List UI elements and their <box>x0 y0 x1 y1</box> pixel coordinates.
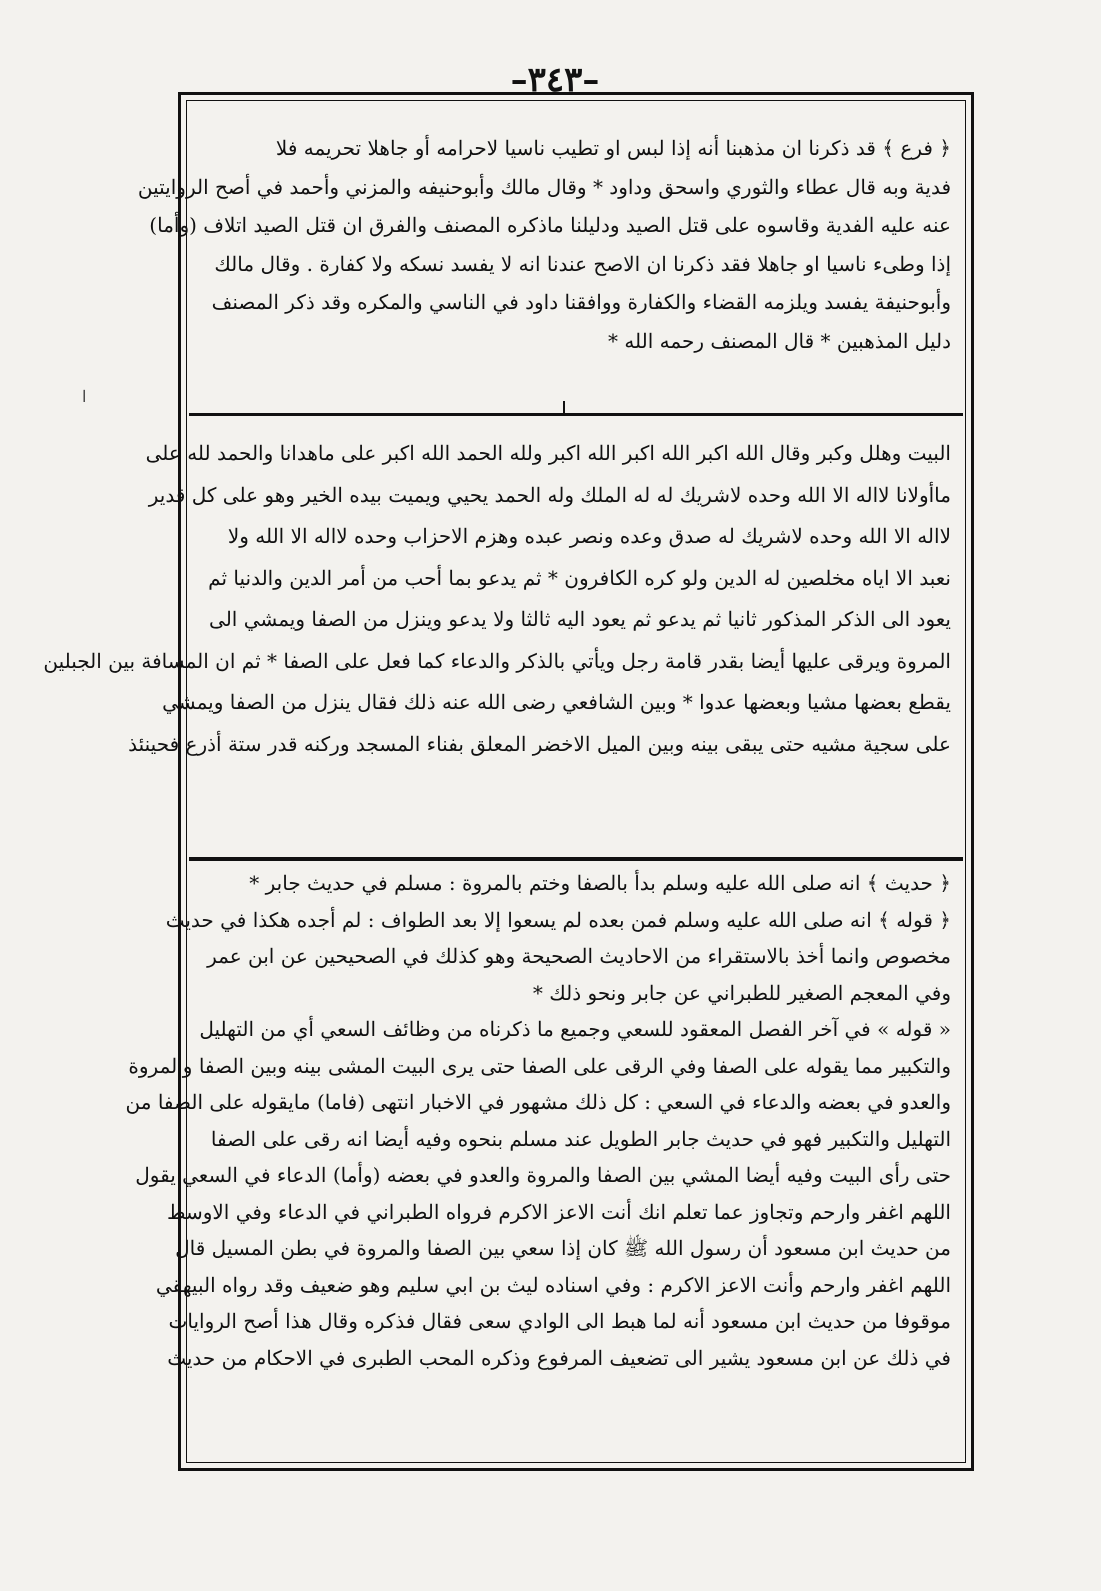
text-line: التهليل والتكبير فهو في حديث جابر الطويل عند مسلم بنحوه وفيه أيضا انه رقى على الصفا <box>210 1126 951 1151</box>
text-line: اللهم اغفر وارحم وتجاوز عما تعلم انك أنت الاعز الاكرم فرواه الطبراني في الدعاء وفي الاوسط <box>166 1199 951 1224</box>
section-fiqh-branch <box>137 129 951 399</box>
text-line: دليل المذهبين * قال المصنف رحمه الله * <box>607 328 951 353</box>
divider-ornament <box>563 401 565 413</box>
section-main-text <box>43 433 951 853</box>
text-line: من حديث ابن مسعود أن رسول الله ﷺ كان إذا سعي بين الصفا والمروة في بطن المسيل قال <box>175 1236 951 1260</box>
text-line: نعبد الا اياه مخلصين له الدين ولو كره الكافرون * ثم يدعو بما أحب من أمر الدين والدنيا ثم <box>208 565 951 590</box>
text-line: مخصوص وانما أخذ بالاستقراء من الاحاديث الصحيحة وهو كذلك في الصحيحين عن ابن عمر <box>207 944 951 968</box>
text-line: ﴿ فرع ﴾ قد ذكرنا ان مذهبنا أنه إذا لبس او تطيب ناسيا لاحرامه أو جاهلا تحريمه فلا <box>275 136 951 160</box>
text-line: وفي المعجم الصغير للطبراني عن جابر ونحو ذلك * <box>532 980 951 1005</box>
text-line: ﴿ قوله ﴾ انه صلى الله عليه وسلم فمن بعده لم يسعوا إلا بعد الطواف : لم أجده هكذا في حديث <box>165 907 951 932</box>
text-line: المروة ويرقى عليها أيضا بقدر قامة رجل ويأتي بالذكر والدعاء كما فعل على الصفا * ثم ان المسافة بين الجبلين <box>43 648 951 673</box>
text-line: وأبوحنيفة يفسد ويلزمه القضاء والكفارة ووافقنا داود في الناسي والمكره وقد ذكر المصنف <box>211 290 951 314</box>
section-divider <box>189 857 963 861</box>
section-divider <box>189 413 963 416</box>
section-commentary <box>125 865 951 1465</box>
text-line: يقطع بعضها مشيا وبعضها عدوا * وبين الشافعي رضى الله عنه ذلك فقال ينزل من الصفا ويمشي <box>162 690 951 714</box>
text-line: البيت وهلل وكبر وقال الله اكبر الله اكبر الله اكبر ولله الحمد الله اكبر على ماهدانا والحمد لله على <box>145 441 951 465</box>
text-line: إذا وطىء ناسيا او جاهلا فقد ذكرنا ان الاصح عندنا انه لا يفسد نسكه ولا كفارة . وقال مالك <box>214 251 951 276</box>
text-frame <box>43 92 974 1471</box>
text-line: على سجية مشيه حتى يبقى بينه وبين الميل الاخضر المعلق بفناء المسجد وركنه قدر ستة أذرع فحينئذ <box>128 731 951 756</box>
text-line: حتى رأى البيت وفيه أيضا المشي بين الصفا والمروة والعدو في بعضه (وأما) الدعاء في السعي يقول <box>135 1163 951 1187</box>
text-line: موقوفا من حديث ابن مسعود أنه لما هبط الى الوادي سعى فقال فذكره وقال هذا أصح الروايات <box>168 1309 951 1333</box>
text-line: فدية وبه قال عطاء والثوري واسحق وداود * وقال مالك وأبوحنيفه والمزني وأحمد في أصح الروايتين <box>137 174 951 199</box>
text-line: عنه عليه الفدية وقاسوه على قتل الصيد ودليلنا ماذكره المصنف والفرق ان قتل الصيد اتلاف (وأما) <box>149 213 951 237</box>
text-line: لااله الا الله وحده لاشريك له صدق وعده ونصر عبده وهزم الاحزاب وحده لااله الا الله ولا <box>227 524 951 548</box>
text-line: اللهم اغفر وارحم وأنت الاعز الاكرم : وفي اسناده ليث بن ابي سليم وهو ضعيف وقد رواه البيهقي <box>155 1272 951 1297</box>
text-line: « قوله » في آخر الفصل المعقود للسعي وجميع ما ذكرناه من وظائف السعي أي من التهليل <box>199 1017 951 1041</box>
text-line: ﴿ حديث ﴾ انه صلى الله عليه وسلم بدأ بالصفا وختم بالمروة : مسلم في حديث جابر * <box>249 871 951 895</box>
page-number: –٣٤٣– <box>510 60 600 100</box>
text-line: يعود الى الذكر المذكور ثانيا ثم يدعو ثم يعود اليه ثالثا ولا يدعو وينزل من الصفا ويمشي الى <box>209 607 951 631</box>
margin-mark: ا <box>82 387 87 406</box>
text-line: والعدو في بعضه والدعاء في السعي : كل ذلك مشهور في الاخبار انتهى (فاما) مايقوله على الصفا من <box>125 1090 951 1114</box>
text-line: في ذلك عن ابن مسعود يشير الى تضعيف المرفوع وذكره المحب الطبرى في الاحكام من حديث <box>167 1345 951 1370</box>
text-line: ماأولانا لااله الا الله وحده لاشريك له له الملك وله الحمد يحيي ويميت بيده الخير وهو على كل قدير <box>148 482 951 507</box>
text-line: والتكبير مما يقوله على الصفا وفي الرقى على الصفا حتى يرى البيت المشى بينه وبين الصفا والمروة <box>128 1053 951 1078</box>
